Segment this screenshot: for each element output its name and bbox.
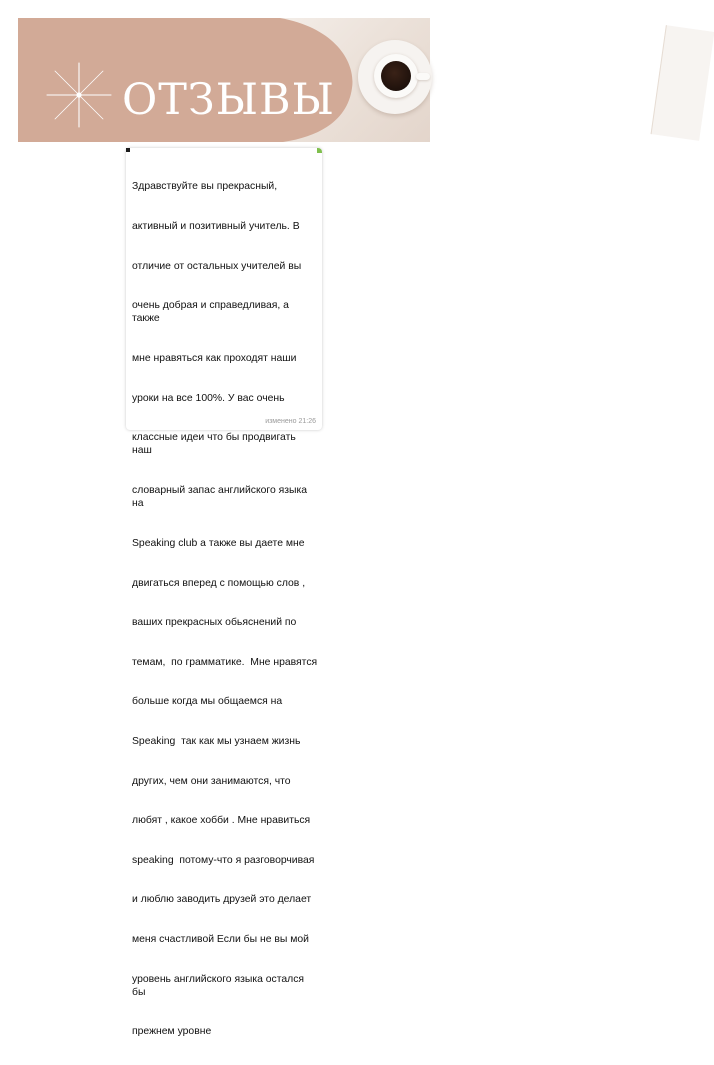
reviews-title: ОТЗЫВЫ [122, 75, 335, 125]
message-line: классные идеи что бы продвигать наш [132, 432, 299, 457]
review-message-card [126, 148, 322, 1038]
card-corner-left [126, 148, 130, 152]
message-line: speaking потому-что я разговорчивая [132, 854, 315, 866]
notebook-paper [651, 25, 714, 141]
message-line: уровень английского языка остался бы [132, 973, 307, 998]
reviews-banner [18, 18, 430, 142]
message-line: ваших прекрасных обьяснений по [132, 617, 297, 629]
message-edited-timestamp: изменено 21:26 [265, 418, 316, 425]
sparkle-star-icon [46, 62, 112, 128]
message-line: прежнем уровне [132, 1026, 212, 1038]
message-line: отличие от остальных учителей вы [132, 260, 302, 272]
message-line: двигаться вперед с помощью слов , [132, 577, 306, 589]
message-line: очень добрая и справедливая, а также [132, 300, 292, 325]
card-corner-right [317, 148, 322, 153]
message-line: активный и позитивный учитель. В [132, 221, 300, 233]
message-line: Speaking так как мы узнаем жизнь [132, 735, 301, 747]
message-line: темам, по грамматике. Мне нравятся [132, 656, 318, 668]
message-line: и люблю заводить друзей это делает [132, 894, 312, 906]
message-line: словарный запас английского языка на [132, 485, 310, 510]
message-line: меня счастливой Если бы не вы мой [132, 933, 309, 945]
message-line: больше когда мы общаемся на [132, 696, 283, 708]
message-line: любят , какое хобби . Мне нравиться [132, 815, 311, 827]
message-line: мне нравяться как проходят наши [132, 353, 297, 365]
message-line: Speaking club а также вы даете мне [132, 537, 305, 549]
review-message-text [132, 154, 318, 1065]
message-line: Здравствуйте вы прекрасный, [132, 181, 278, 193]
message-line: других, чем они занимаются, что [132, 775, 291, 787]
message-line: уроки на все 100%. У вас очень [132, 392, 285, 404]
